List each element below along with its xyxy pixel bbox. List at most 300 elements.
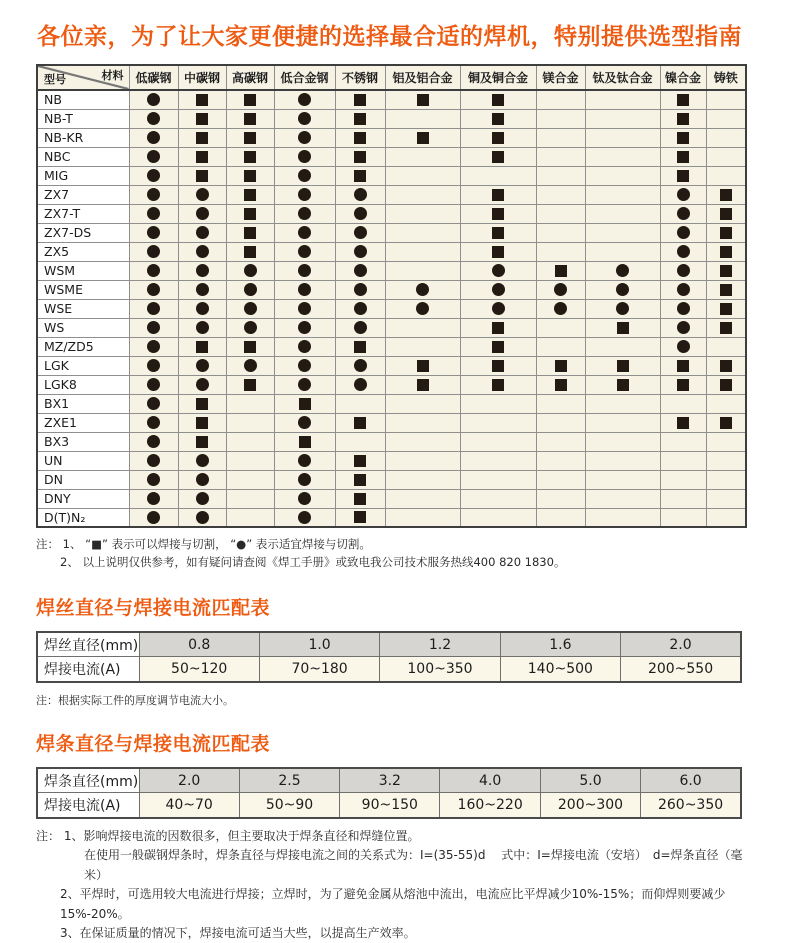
circle-mark	[196, 283, 209, 296]
empty-cell	[706, 470, 746, 489]
diameter-value: 1.6	[500, 632, 620, 657]
empty-cell	[536, 147, 585, 166]
model-row	[37, 242, 746, 261]
empty-cell	[585, 185, 660, 204]
current-range-value: 200~300	[540, 793, 640, 818]
empty-cell	[226, 470, 274, 489]
circle-mark-cell	[274, 470, 335, 489]
diameter-value: 1.2	[380, 632, 500, 657]
empty-cell	[226, 451, 274, 470]
circle-mark	[196, 302, 209, 315]
empty-cell	[536, 128, 585, 147]
circle-mark	[298, 454, 311, 467]
empty-cell	[385, 318, 460, 337]
circle-mark-cell	[129, 147, 178, 166]
square-mark-cell	[460, 375, 536, 394]
circle-mark	[354, 378, 367, 391]
circle-mark-cell	[660, 318, 706, 337]
square-mark	[354, 511, 366, 523]
empty-cell	[385, 394, 460, 413]
circle-mark	[677, 264, 690, 277]
circle-mark-cell	[335, 261, 385, 280]
square-mark	[492, 208, 504, 220]
square-mark-cell	[460, 223, 536, 242]
current-range-value: 200~550	[621, 657, 741, 682]
square-mark	[555, 379, 567, 391]
circle-mark-cell	[178, 185, 226, 204]
empty-cell	[385, 470, 460, 489]
square-mark-cell	[178, 432, 226, 451]
material-column-header: 低合金钢	[274, 65, 335, 90]
empty-cell	[536, 337, 585, 356]
circle-mark-cell	[129, 128, 178, 147]
square-mark	[196, 341, 208, 353]
square-mark-cell	[178, 128, 226, 147]
model-row	[37, 223, 746, 242]
square-mark	[244, 113, 256, 125]
diameter-value: 2.0	[139, 768, 239, 793]
selection-table-header-row	[37, 65, 746, 90]
circle-mark	[196, 245, 209, 258]
circle-mark	[554, 302, 567, 315]
empty-cell	[385, 451, 460, 470]
circle-mark	[354, 302, 367, 315]
square-mark	[244, 189, 256, 201]
empty-cell	[706, 90, 746, 109]
empty-cell	[585, 470, 660, 489]
square-mark	[677, 113, 689, 125]
diameter-value: 4.0	[440, 768, 540, 793]
material-column-header: 高碳钢	[226, 65, 274, 90]
square-mark	[677, 379, 689, 391]
empty-cell	[660, 394, 706, 413]
circle-mark-cell	[178, 375, 226, 394]
circle-mark-cell	[460, 299, 536, 318]
wire-current-row	[37, 657, 741, 682]
note-line: 2、平焊时，可选用较大电流进行焊接；立焊时，为了避免金属从熔池中流出，电流应比平焊减少10%-15%；而仰焊则要减少15%-20%。	[60, 887, 726, 921]
square-mark	[244, 227, 256, 239]
circle-mark-cell	[274, 128, 335, 147]
circle-mark-cell	[274, 109, 335, 128]
electrode-diameter-label: 焊条直径(mm)	[37, 768, 139, 793]
square-mark-cell	[460, 337, 536, 356]
circle-mark	[298, 93, 311, 106]
square-mark	[492, 113, 504, 125]
circle-mark	[616, 283, 629, 296]
empty-cell	[585, 166, 660, 185]
circle-mark	[354, 264, 367, 277]
circle-mark-cell	[178, 299, 226, 318]
circle-mark	[147, 207, 160, 220]
square-mark-cell	[385, 375, 460, 394]
circle-mark	[196, 321, 209, 334]
circle-mark-cell	[129, 280, 178, 299]
square-mark-cell	[335, 451, 385, 470]
empty-cell	[385, 337, 460, 356]
model-name: BX3	[37, 432, 129, 451]
square-mark-cell	[335, 90, 385, 109]
circle-mark	[616, 264, 629, 277]
square-mark	[196, 436, 208, 448]
circle-mark-cell	[226, 318, 274, 337]
note-line: 在使用一般碳钢焊条时，焊条直径与焊接电流之间的关系式为：I=(35-55)d 式中：I=焊接电流（安培） d=焊条直径（毫米）	[84, 848, 743, 882]
model-row	[37, 470, 746, 489]
diameter-value: 0.8	[139, 632, 259, 657]
model-row	[37, 128, 746, 147]
circle-mark-cell	[178, 356, 226, 375]
circle-mark	[492, 283, 505, 296]
circle-mark-cell	[129, 261, 178, 280]
circle-mark-cell	[460, 280, 536, 299]
empty-cell	[460, 432, 536, 451]
circle-mark-cell	[335, 223, 385, 242]
square-mark	[244, 379, 256, 391]
model-name: WSM	[37, 261, 129, 280]
square-mark	[417, 379, 429, 391]
circle-mark-cell	[226, 356, 274, 375]
square-mark-cell	[706, 261, 746, 280]
circle-mark-cell	[274, 451, 335, 470]
circle-mark-cell	[536, 299, 585, 318]
circle-mark	[244, 283, 257, 296]
circle-mark	[196, 378, 209, 391]
circle-mark	[147, 93, 160, 106]
circle-mark	[298, 226, 311, 239]
material-column-header: 低碳钢	[129, 65, 178, 90]
circle-mark	[196, 207, 209, 220]
empty-cell	[536, 166, 585, 185]
circle-mark-cell	[129, 508, 178, 527]
square-mark	[354, 493, 366, 505]
square-mark	[617, 322, 629, 334]
empty-cell	[460, 166, 536, 185]
model-row	[37, 204, 746, 223]
selection-table-notes	[36, 535, 756, 572]
square-mark-cell	[660, 147, 706, 166]
circle-mark-cell	[660, 223, 706, 242]
circle-mark-cell	[274, 508, 335, 527]
circle-mark-cell	[274, 489, 335, 508]
square-mark-cell	[660, 166, 706, 185]
circle-mark-cell	[274, 280, 335, 299]
circle-mark	[196, 359, 209, 372]
circle-mark	[298, 207, 311, 220]
material-column-header: 镍合金	[660, 65, 706, 90]
circle-mark	[616, 302, 629, 315]
square-mark	[720, 265, 732, 277]
square-mark	[196, 94, 208, 106]
empty-cell	[706, 128, 746, 147]
empty-cell	[585, 128, 660, 147]
square-mark-cell	[536, 261, 585, 280]
square-mark	[492, 360, 504, 372]
empty-cell	[460, 489, 536, 508]
empty-cell	[226, 432, 274, 451]
circle-mark	[298, 359, 311, 372]
square-mark	[299, 436, 311, 448]
square-mark	[354, 113, 366, 125]
model-name: ZX7-T	[37, 204, 129, 223]
square-mark	[677, 170, 689, 182]
circle-mark-cell	[178, 261, 226, 280]
model-row	[37, 166, 746, 185]
diameter-value: 1.0	[259, 632, 379, 657]
current-range-value: 70~180	[259, 657, 379, 682]
circle-mark-cell	[274, 375, 335, 394]
circle-mark-cell	[129, 489, 178, 508]
square-mark	[677, 94, 689, 106]
circle-mark-cell	[274, 185, 335, 204]
square-mark	[196, 417, 208, 429]
empty-cell	[585, 223, 660, 242]
empty-cell	[460, 470, 536, 489]
page-title: 各位亲，为了让大家更便捷的选择最合适的焊机，特别提供选型指南	[37, 24, 742, 50]
circle-mark-cell	[129, 318, 178, 337]
circle-mark	[298, 492, 311, 505]
circle-mark-cell	[335, 299, 385, 318]
material-column-header: 钛及钛合金	[585, 65, 660, 90]
square-mark-cell	[335, 128, 385, 147]
model-row	[37, 90, 746, 109]
circle-mark	[196, 473, 209, 486]
empty-cell	[585, 109, 660, 128]
current-range-value: 140~500	[500, 657, 620, 682]
empty-cell	[226, 394, 274, 413]
circle-mark	[147, 416, 160, 429]
square-mark-cell	[385, 128, 460, 147]
circle-mark-cell	[178, 508, 226, 527]
circle-mark	[147, 264, 160, 277]
model-name: D(T)N₂	[37, 508, 129, 527]
square-mark	[354, 94, 366, 106]
empty-cell	[385, 223, 460, 242]
square-mark	[354, 417, 366, 429]
circle-mark	[147, 188, 160, 201]
square-mark	[617, 379, 629, 391]
square-mark-cell	[460, 147, 536, 166]
circle-mark	[298, 340, 311, 353]
circle-mark-cell	[274, 318, 335, 337]
circle-mark	[298, 264, 311, 277]
empty-cell	[585, 394, 660, 413]
square-mark	[196, 170, 208, 182]
square-mark	[244, 132, 256, 144]
model-row	[37, 489, 746, 508]
square-mark	[354, 455, 366, 467]
empty-cell	[706, 432, 746, 451]
square-mark-cell	[178, 147, 226, 166]
electrode-diameter-row	[37, 768, 741, 793]
empty-cell	[460, 451, 536, 470]
square-mark-cell	[660, 375, 706, 394]
square-mark	[299, 398, 311, 410]
circle-mark-cell	[178, 318, 226, 337]
circle-mark-cell	[129, 223, 178, 242]
circle-mark-cell	[178, 280, 226, 299]
model-name: LGK8	[37, 375, 129, 394]
square-mark-cell	[178, 109, 226, 128]
empty-cell	[706, 508, 746, 527]
model-name: WS	[37, 318, 129, 337]
circle-mark	[354, 188, 367, 201]
circle-mark	[677, 321, 690, 334]
square-mark	[492, 379, 504, 391]
square-mark-cell	[460, 204, 536, 223]
square-mark-cell	[460, 356, 536, 375]
note-line: 2、 以上说明仅供参考，如有疑问请查阅《焊工手册》或致电我公司技术服务热线400 820 1830。	[60, 555, 566, 570]
square-mark-cell	[460, 90, 536, 109]
model-row	[37, 299, 746, 318]
wire-diameter-label: 焊丝直径(mm)	[37, 632, 139, 657]
square-mark-cell	[178, 90, 226, 109]
diameter-value: 6.0	[641, 768, 741, 793]
empty-cell	[536, 109, 585, 128]
circle-mark-cell	[335, 185, 385, 204]
empty-cell	[385, 489, 460, 508]
empty-cell	[385, 242, 460, 261]
model-row	[37, 356, 746, 375]
circle-mark-cell	[274, 223, 335, 242]
square-mark	[417, 94, 429, 106]
circle-mark	[147, 302, 160, 315]
model-name: WSE	[37, 299, 129, 318]
empty-cell	[660, 489, 706, 508]
circle-mark-cell	[274, 242, 335, 261]
diameter-value: 3.2	[340, 768, 440, 793]
circle-mark	[298, 283, 311, 296]
square-mark	[244, 94, 256, 106]
square-mark-cell	[460, 242, 536, 261]
square-mark-cell	[706, 356, 746, 375]
note-line: 注： 1、 “■” 表示可以焊接与切割， “●” 表示适宜焊接与切割。	[36, 537, 371, 551]
square-mark	[555, 360, 567, 372]
welder-selection-table	[36, 64, 747, 528]
circle-mark	[244, 321, 257, 334]
empty-cell	[536, 394, 585, 413]
square-mark	[354, 474, 366, 486]
square-mark	[677, 132, 689, 144]
circle-mark	[677, 207, 690, 220]
square-mark-cell	[460, 109, 536, 128]
circle-mark	[147, 112, 160, 125]
square-mark-cell	[385, 356, 460, 375]
model-name: NB-KR	[37, 128, 129, 147]
circle-mark	[147, 150, 160, 163]
circle-mark-cell	[178, 204, 226, 223]
circle-mark	[147, 131, 160, 144]
circle-mark	[298, 511, 311, 524]
circle-mark-cell	[585, 280, 660, 299]
model-name: MZ/ZD5	[37, 337, 129, 356]
square-mark	[492, 132, 504, 144]
square-mark	[720, 246, 732, 258]
circle-mark	[354, 321, 367, 334]
square-mark-cell	[226, 185, 274, 204]
circle-mark-cell	[129, 356, 178, 375]
empty-cell	[706, 337, 746, 356]
circle-mark	[492, 302, 505, 315]
circle-mark	[298, 473, 311, 486]
empty-cell	[226, 489, 274, 508]
empty-cell	[536, 432, 585, 451]
circle-mark-cell	[129, 451, 178, 470]
empty-cell	[585, 337, 660, 356]
square-mark-cell	[660, 128, 706, 147]
square-mark	[492, 189, 504, 201]
circle-mark-cell	[178, 451, 226, 470]
circle-mark-cell	[226, 280, 274, 299]
material-column-header: 中碳钢	[178, 65, 226, 90]
empty-cell	[536, 508, 585, 527]
square-mark	[492, 341, 504, 353]
circle-mark	[147, 169, 160, 182]
square-mark-cell	[660, 356, 706, 375]
circle-mark	[147, 397, 160, 410]
square-mark-cell	[335, 166, 385, 185]
square-mark-cell	[335, 508, 385, 527]
circle-mark-cell	[660, 204, 706, 223]
square-mark-cell	[178, 337, 226, 356]
circle-mark-cell	[129, 413, 178, 432]
square-mark	[720, 322, 732, 334]
square-mark-cell	[706, 413, 746, 432]
square-mark	[354, 151, 366, 163]
circle-mark	[147, 321, 160, 334]
square-mark-cell	[585, 375, 660, 394]
square-mark-cell	[226, 166, 274, 185]
material-column-header: 铸铁	[706, 65, 746, 90]
circle-mark	[298, 150, 311, 163]
model-row	[37, 185, 746, 204]
current-range-value: 50~120	[139, 657, 259, 682]
material-column-header: 铜及铜合金	[460, 65, 536, 90]
circle-mark	[677, 226, 690, 239]
square-mark	[244, 341, 256, 353]
square-mark-cell	[536, 375, 585, 394]
square-mark-cell	[178, 413, 226, 432]
empty-cell	[226, 508, 274, 527]
empty-cell	[536, 318, 585, 337]
circle-mark-cell	[129, 337, 178, 356]
square-mark	[720, 208, 732, 220]
square-mark-cell	[335, 109, 385, 128]
circle-mark-cell	[660, 280, 706, 299]
circle-mark-cell	[274, 90, 335, 109]
square-mark-cell	[335, 147, 385, 166]
circle-mark	[298, 169, 311, 182]
square-mark-cell	[585, 356, 660, 375]
model-row	[37, 109, 746, 128]
circle-mark	[554, 283, 567, 296]
square-mark-cell	[274, 394, 335, 413]
circle-mark-cell	[129, 242, 178, 261]
square-mark-cell	[226, 204, 274, 223]
circle-mark-cell	[335, 375, 385, 394]
square-mark	[720, 284, 732, 296]
circle-mark-cell	[129, 204, 178, 223]
square-mark	[720, 303, 732, 315]
empty-cell	[536, 470, 585, 489]
current-range-value: 160~220	[440, 793, 540, 818]
model-row	[37, 394, 746, 413]
empty-cell	[585, 451, 660, 470]
electrode-section-title: 焊条直径与焊接电流匹配表	[36, 732, 271, 755]
square-mark-cell	[706, 204, 746, 223]
circle-mark	[298, 131, 311, 144]
square-mark	[354, 170, 366, 182]
square-mark-cell	[226, 223, 274, 242]
square-mark	[244, 208, 256, 220]
